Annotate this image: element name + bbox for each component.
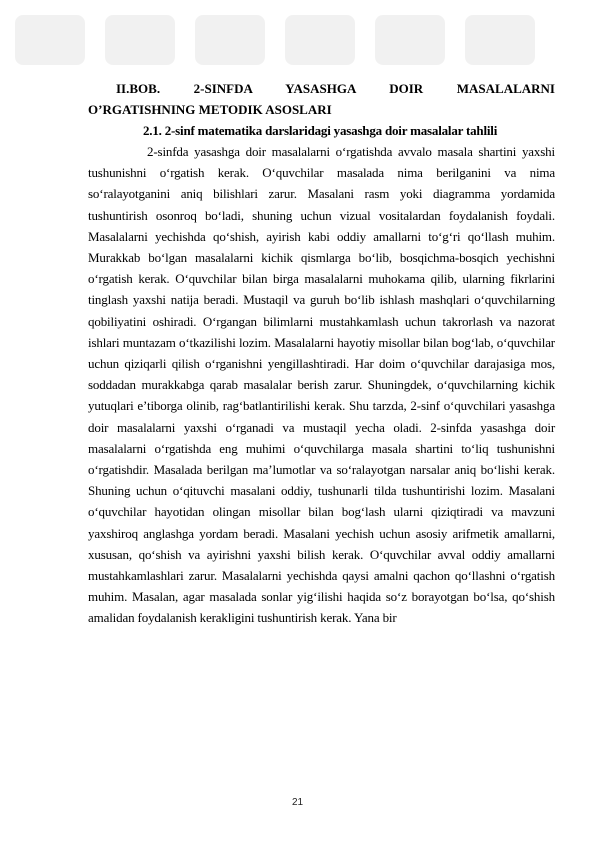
section-title: 2.1. 2-sinf matematika darslaridagi yasashga doir masalalar tahlili [143,123,498,138]
faint-watermark [10,10,585,70]
page-number: 21 [291,797,304,808]
chapter-title-line1: II.BOB. 2-SINFDA YASASHGA DOIR MASALALARNI [116,81,555,96]
chapter-title-line2: O’RGATISHNING METODIK ASOSLARI [88,102,332,117]
document-page [88,78,555,629]
body-paragraph: 2-sinfda yasashga doir masalalarni o‘rgatishda avvalo masala shartini yaxshi tushunishni o‘rgatish kerak. O‘quvchilar masalada nima berilganini va nima so‘ralayotganini aniq bilishlari zarur. Masalani rasm yoki diagramma yordamida tushuntirish osonroq bo‘ladi, shuning uchun vizual vositalardan foydalanish foydali. Masalalarni yechishda qo‘shish, ayirish kabi oddiy amallarni to‘g‘ri qo‘llash muhim. Murakkab bo‘lgan masalalarni kichik qismlarga bo‘lib, bosqichma-bosqich yechishni o‘rgatish kerak. O‘quvchilar bilan birga masalalarni muhokama qilib, ularning fikrlarini tinglash yaxshi natija beradi. Mustaqil va guruh bo‘lib ishlash mashqlari o‘quvchilarning qobiliyatini oshiradi. O‘rgangan bilimlarni mustahkamlash uchun takrorlash va nazorat ishlari muntazam o‘tkazilishi lozim. Masalalarni hayotiy misollar bilan bog‘lab, o‘quvchilar uchun qiziqarli qilish o‘rganishni yengillashtiradi. Har doim o‘quvchilar darajasiga mos, soddadan murakkabga qarab masalalar berish zarur. Shuningdek, o‘quvchilarning kichik yutuqlari e’tiborga olinib, rag‘batlantirilishi kerak. Shu tarzda, 2-sinf o‘quvchilari yasashga doir masalalarni yaxshi o‘rganadi va mustaqil yecha oladi. 2-sinfda yasashga doir masalalarni o‘rgatishda eng muhimi o‘quvchilarga masala shartini to‘liq tushunishni o‘rgatishdir. Masalada berilgan ma’lumotlar va so‘ralayotgan narsalar aniq bo‘lishi kerak. Shuning uchun o‘qituvchi masalani oddiy, tushunarli tilda tushuntirishi lozim. Masalani o‘quvchilar hayotidan olingan misollar bilan bog‘lash ularni qiziqtiradi va mavzuni yaxshiroq anglashga yordam beradi. Masalani yechish uchun asosiy arifmetik amallarni, xususan, qo‘shish va ayirishni yaxshi bilish kerak. O‘quvchilar avval oddiy amallarni mustahkamlashlari zarur. Masalalarni yechishda qaysi amalni qachon qo‘llashni o‘rgatish muhim. Masalan, agar masalada sonlar yig‘ilishi haqida so‘z borayotgan bo‘lsa, qo‘shish amalidan foydalanish kerakligini tushuntirish kerak. Yana bir [88,144,555,626]
